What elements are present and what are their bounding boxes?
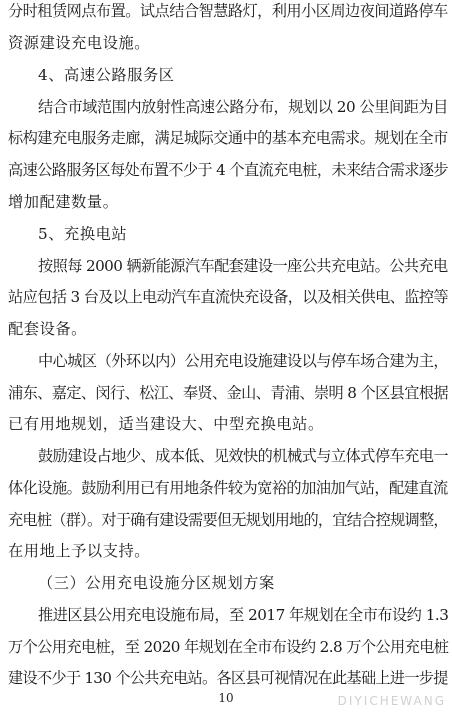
text-line-7: 增加配建数量。 (8, 193, 119, 211)
text-line-12: 中心城区（外环以内）公用充电设施建设以与停车场合建为主， (38, 352, 449, 370)
text-line-18: 在用地上予以支持。 (8, 542, 151, 560)
section-heading-service-area: 4、高速公路服务区 (38, 66, 175, 84)
text-line-11: 配套设备。 (8, 320, 87, 338)
text-line-17: 充电桩（群）。对于确有建设需要但无规划用地的，宜结合控规调整， (8, 511, 448, 529)
text-line-15: 鼓励建设占地少、成本低、见效快的机械式与立体式停车充电一 (38, 447, 449, 465)
text-line-20: 推进区县公用充电设施布局，至 2017 年规划在全市布设约 1.3 (38, 606, 449, 624)
text-line-14: 已有用地规划，适当建设大、中型充换电站。 (8, 415, 324, 433)
text-line-10: 站应包括 3 台及以上电动汽车直流快充设备，以及相关供电、监控等 (8, 288, 448, 306)
section-heading-district-plan: （三）公用充电设施分区规划方案 (38, 574, 275, 592)
text-line-21: 万个公用充电桩，至 2020 年规划在全市布设约 2.8 万个公用充电桩 (8, 638, 449, 656)
text-line-22: 建设不少于 130 个公共充电站。各区县可视情况在此基础上进一步提 (8, 669, 448, 687)
page-number: 10 (218, 691, 234, 705)
watermark: DIYICHEWANG (337, 694, 446, 708)
text-line-16: 体化设施。鼓励利用已有用地条件较为宽裕的加油加气站，配建直流 (8, 479, 448, 497)
text-line-5: 标构建充电服务走廊，满足城际交通中的基本充电需求。规划在全市 (8, 129, 448, 147)
text-line-13: 浦东、嘉定、闵行、松江、奉贤、金山、青浦、崇明 8 个区县宜根据 (8, 384, 448, 402)
text-line-2: 资源建设充电设施。 (8, 34, 151, 52)
text-line-6: 高速公路服务区每处布置不少于 4 个直流充电桩，未来结合需求逐步 (8, 161, 448, 179)
text-line-4: 结合市域范围内放射性高速公路分布，规划以 20 公里间距为目 (38, 98, 448, 116)
section-heading-charging-station: 5、充换电站 (38, 225, 128, 243)
text-line-9: 按照每 2000 辆新能源汽车配套建设一座公共充电站。公共充电 (38, 257, 448, 275)
text-line-1: 分时租赁网点布置。试点结合智慧路灯，利用小区周边夜间道路停车 (8, 2, 448, 20)
